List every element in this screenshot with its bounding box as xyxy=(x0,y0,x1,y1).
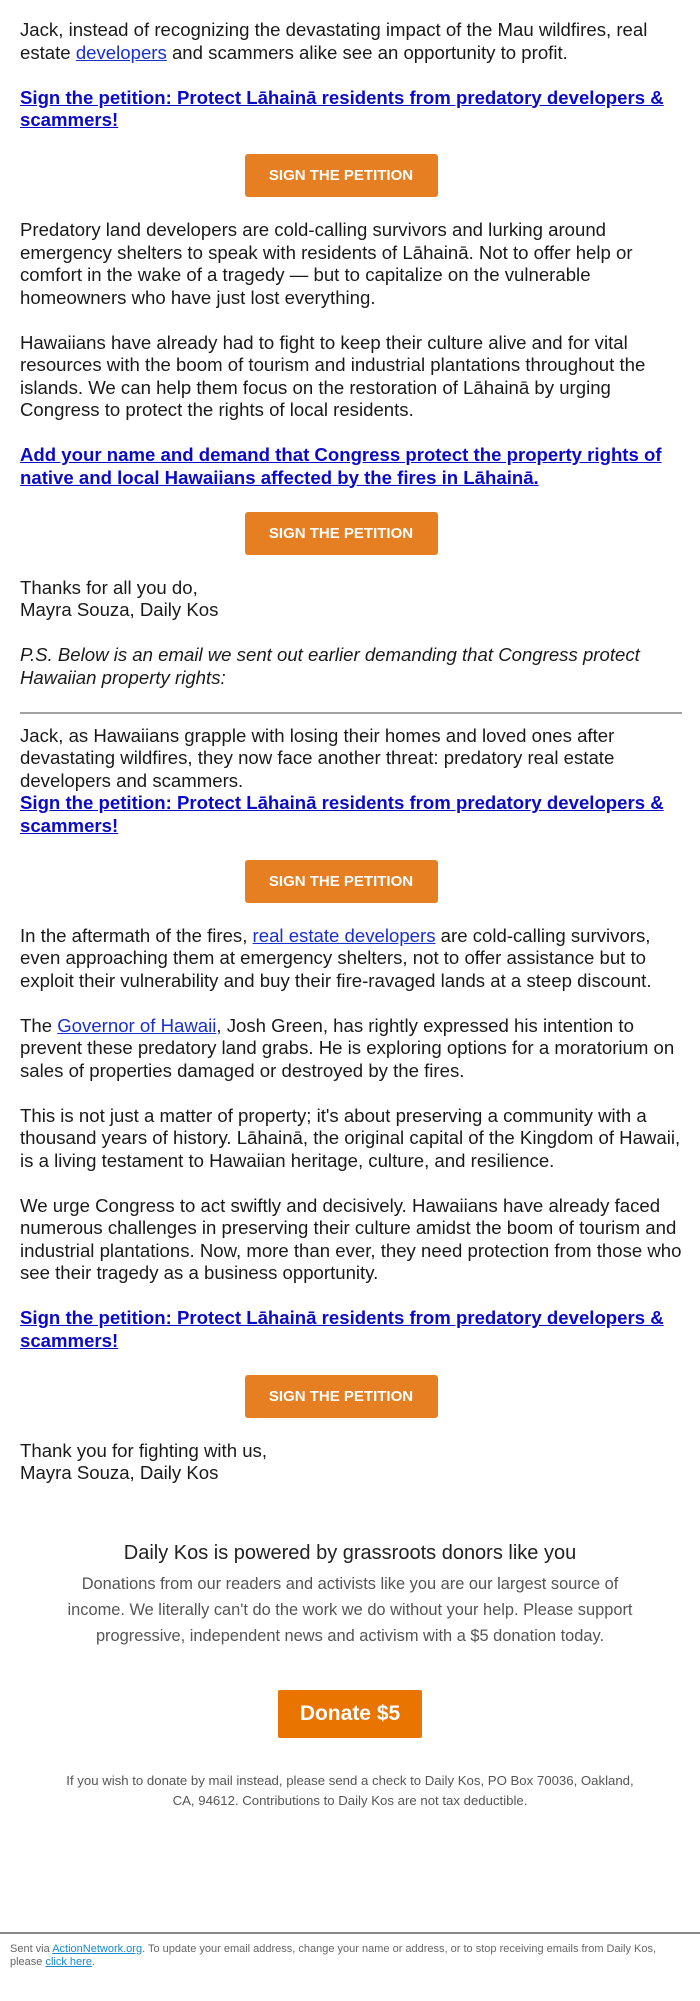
real-estate-developers-link[interactable]: real estate developers xyxy=(252,924,436,946)
donor-section xyxy=(0,1538,700,1811)
divider xyxy=(20,712,682,714)
demand-link[interactable]: Add your name and demand that Congress protect the property rights of native and local Hawaiians affected by the fires in Lāhainā. xyxy=(20,444,662,488)
sign-petition-button[interactable]: SIGN THE PETITION xyxy=(245,1375,438,1418)
paragraph: The Governor of Hawaii, Josh Green, has rightly expressed his intention to prevent these predatory land grabs. He is exploring options for a moratorium on sales of properties damaged or destroyed by the fires. xyxy=(20,1014,675,1081)
sign-petition-button[interactable]: SIGN THE PETITION xyxy=(245,154,438,197)
donor-heading: Daily Kos is powered by grassroots donors like you xyxy=(123,1542,577,1564)
footer: Sent via ActionNetwork.org. To update your email address, change your name or address, or to stop receiving emails from Daily Kos, please click here. xyxy=(0,1932,700,1969)
paragraph: This is not just a matter of property; it's about preserving a community with a thousand years of history. Lāhainā, the original capital of the Kingdom of Hawaii, is a living testament to Hawaiian heritage, culture, and resilience. xyxy=(20,1104,681,1171)
paragraph: Jack, as Hawaiians grapple with losing their homes and loved ones after devastating wildfires, they now face another threat: predatory real estate developers and scammers. xyxy=(20,724,615,791)
email-body xyxy=(20,19,682,1507)
signoff: Thank you for fighting with us, Mayra Souza, Daily Kos xyxy=(20,1439,268,1483)
sign-petition-button[interactable]: SIGN THE PETITION xyxy=(245,512,438,555)
paragraph: Predatory land developers are cold-calling survivors and lurking around emergency shelters to speak with residents of Lāhainā. Not to offer help or comfort in the wake of a tragedy — but to capitalize on the vulnerable homeowners who have just lost everything. xyxy=(20,219,633,308)
paragraph: We urge Congress to act swiftly and decisively. Hawaiians have already faced numerous challenges in preserving their culture amidst the boom of tourism and industrial plantations. Now, more than ever, they need protection from those who see their tragedy as a business opportunity. xyxy=(20,1194,682,1283)
ps-note: P.S. Below is an email we sent out earlier demanding that Congress protect Hawaiian property rights: xyxy=(20,644,640,688)
governor-link[interactable]: Governor of Hawaii xyxy=(57,1014,217,1036)
donor-text: Donations from our readers and activists like you are our largest source of income. We literally can't do the work we do without your help. Please support progressive, independent news and activism with a $5 donation today. xyxy=(67,1575,633,1645)
intro-paragraph: Jack, instead of recognizing the devastating impact of the Mau wildfires, real estate developers and scammers alike see an opportunity to profit. xyxy=(20,19,648,63)
actionnetwork-link[interactable]: ActionNetwork.org xyxy=(52,1943,143,1955)
paragraph: Hawaiians have already had to fight to keep their culture alive and for vital resources with the boom of tourism and industrial plantations throughout the islands. We can help them focus on the restoration of Lāhainā by urging Congress to protect the rights of local residents. xyxy=(20,331,646,420)
signoff: Thanks for all you do, Mayra Souza, Daily Kos xyxy=(20,576,219,620)
petition-link[interactable]: Sign the petition: Protect Lāhainā residents from predatory developers & scammers! xyxy=(20,1307,664,1351)
unsubscribe-link[interactable]: click here xyxy=(45,1956,92,1968)
paragraph: In the aftermath of the fires, real estate developers are cold-calling survivors, even approaching them at emergency shelters, not to offer assistance but to exploit their vulnerability and buy their fire-ravaged lands at a steep discount. xyxy=(20,924,652,991)
mail-donation-text: If you wish to donate by mail instead, please send a check to Daily Kos, PO Box 70036, Oakland, CA, 94612. Contributions to Daily Kos are not tax deductible. xyxy=(66,1773,634,1808)
petition-link[interactable]: Sign the petition: Protect Lāhainā residents from predatory developers & scammers! xyxy=(20,792,664,836)
sign-petition-button[interactable]: SIGN THE PETITION xyxy=(245,860,438,903)
donate-button[interactable]: Donate $5 xyxy=(278,1690,422,1738)
petition-link[interactable]: Sign the petition: Protect Lāhainā residents from predatory developers & scammers! xyxy=(20,86,664,130)
developers-link[interactable]: developers xyxy=(75,41,167,63)
